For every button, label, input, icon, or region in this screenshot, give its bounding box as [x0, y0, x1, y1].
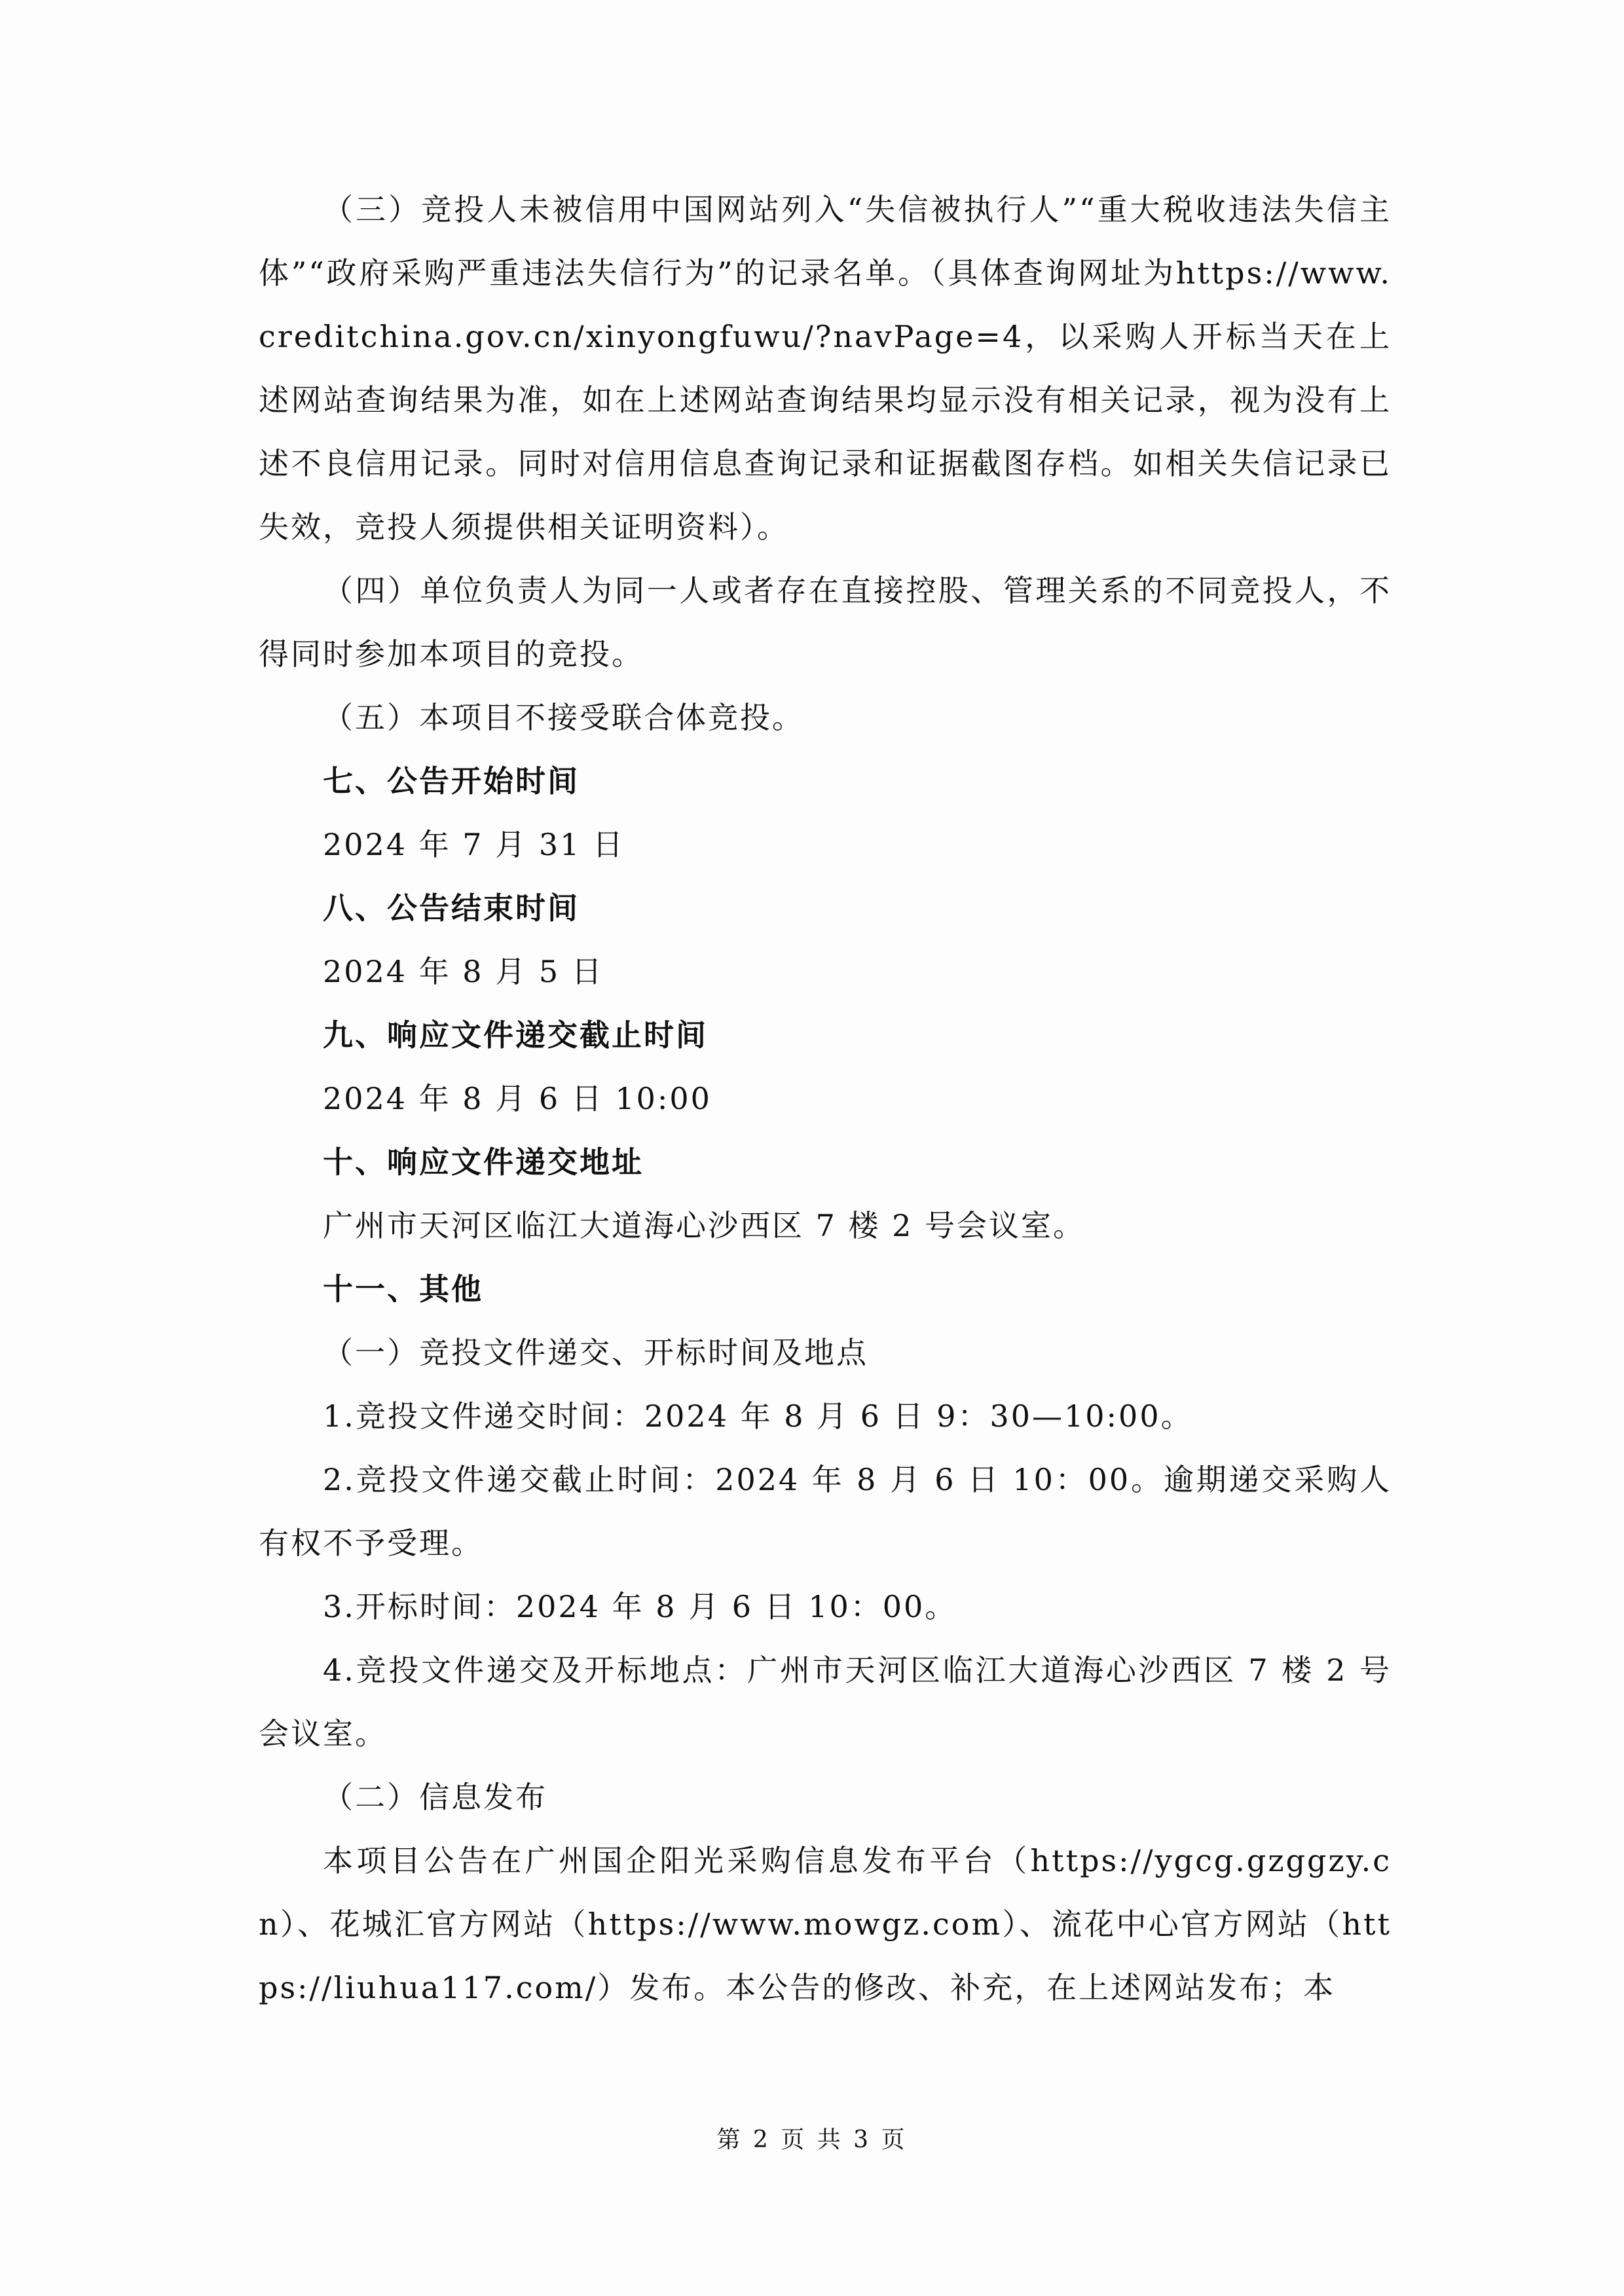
subsection-1-title: （一）竞投文件递交、开标时间及地点 — [323, 1335, 868, 1370]
section-9-value: 2024 年 8 月 6 日 10:00 — [323, 1081, 712, 1116]
paragraph-credit-check: （三）竞投人未被信用中国网站列入“失信被执行人”“重大税收违法失信主体”“政府采购严重违法失信行为”的记录名单。（具体查询网址为https://www.creditchina.gov.cn/xinyongfuwu/?navPage=4，以采购人开标当天在上述网站查询结果为准，如在上述网站查询结果均显示没有相关记录，视为没有上述不良信用记录。同时对信用信息查询记录和证据截图存档。如相关失信记录已失效，竞投人须提供相关证明资料）。 — [259, 192, 1392, 545]
section-8-title: 八、公告结束时间 — [323, 890, 580, 926]
section-11-title: 十一、其他 — [323, 1271, 483, 1307]
subsection-2-title: （二）信息发布 — [323, 1779, 547, 1815]
section-10-title: 十、响应文件递交地址 — [323, 1144, 644, 1180]
item-2-deadline: 2.竞投文件递交截止时间：2024 年 8 月 6 日 10：00。逾期递交采购人有权不予受理。 — [259, 1462, 1392, 1561]
document-body — [259, 178, 1392, 2020]
section-7-title: 七、公告开始时间 — [323, 763, 580, 799]
section-8-value: 2024 年 8 月 5 日 — [323, 954, 604, 989]
paragraph-info-publishing: 本项目公告在广州国企阳光采购信息发布平台（https://ygcg.gzggzy.cn）、花城汇官方网站（https://www.mowgz.com）、流花中心官方网站（https://liuhua117.com/）发布。本公告的修改、补充，在上述网站发布；本 — [259, 1843, 1392, 2005]
paragraph-no-consortium: （五）本项目不接受联合体竞投。 — [323, 700, 804, 735]
item-4-location: 4.竞投文件递交及开标地点：广州市天河区临江大道海心沙西区 7 楼 2 号会议室。 — [259, 1652, 1392, 1751]
section-9-title: 九、响应文件递交截止时间 — [323, 1017, 708, 1053]
page-number: 第 2 页 共 3 页 — [716, 2126, 908, 2153]
item-1-submission-time: 1.竞投文件递交时间：2024 年 8 月 6 日 9：30—10:00。 — [323, 1398, 1193, 1434]
item-3-opening-time: 3.开标时间：2024 年 8 月 6 日 10：00。 — [323, 1589, 957, 1624]
section-7-value: 2024 年 7 月 31 日 — [323, 827, 625, 862]
paragraph-related-bidders: （四）单位负责人为同一人或者存在直接控股、管理关系的不同竞投人，不得同时参加本项目的竞投。 — [259, 573, 1392, 672]
section-10-value: 广州市天河区临江大道海心沙西区 7 楼 2 号会议室。 — [323, 1208, 1086, 1243]
